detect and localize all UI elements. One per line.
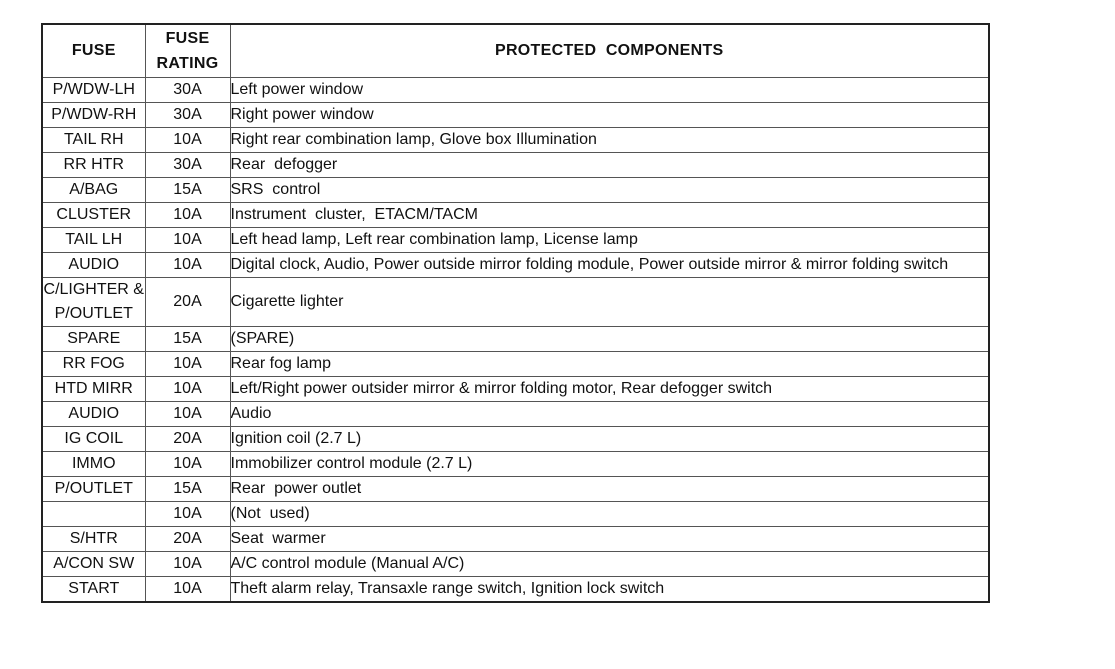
components-cell: Theft alarm relay, Transaxle range switch, Ignition lock switch bbox=[230, 577, 989, 603]
components-cell: Left power window bbox=[230, 78, 989, 103]
table-row bbox=[42, 203, 989, 228]
table-row bbox=[42, 477, 989, 502]
components-cell: Rear defogger bbox=[230, 153, 989, 178]
rating-cell: 10A bbox=[145, 577, 230, 603]
components-cell: Rear fog lamp bbox=[230, 352, 989, 377]
table-header bbox=[42, 24, 989, 78]
components-cell: (Not used) bbox=[230, 502, 989, 527]
components-cell: Right rear combination lamp, Glove box Illumination bbox=[230, 128, 989, 153]
fuse-cell: RR HTR bbox=[42, 153, 145, 178]
rating-cell: 10A bbox=[145, 128, 230, 153]
rating-cell: 10A bbox=[145, 502, 230, 527]
rating-cell: 30A bbox=[145, 78, 230, 103]
rating-cell: 10A bbox=[145, 203, 230, 228]
rating-cell: 10A bbox=[145, 228, 230, 253]
table-row bbox=[42, 452, 989, 477]
components-cell: Left head lamp, Left rear combination lamp, License lamp bbox=[230, 228, 989, 253]
table-row bbox=[42, 128, 989, 153]
table-row bbox=[42, 103, 989, 128]
fuse-cell bbox=[42, 502, 145, 527]
components-cell: Cigarette lighter bbox=[230, 278, 989, 327]
table-body bbox=[42, 78, 989, 603]
fuse-cell: CLUSTER bbox=[42, 203, 145, 228]
components-cell: (SPARE) bbox=[230, 327, 989, 352]
rating-cell: 15A bbox=[145, 178, 230, 203]
header-row bbox=[42, 24, 989, 78]
fuse-cell: START bbox=[42, 577, 145, 603]
components-cell: Rear power outlet bbox=[230, 477, 989, 502]
rating-cell: 20A bbox=[145, 527, 230, 552]
components-cell: Ignition coil (2.7 L) bbox=[230, 427, 989, 452]
fuse-cell: P/WDW-LH bbox=[42, 78, 145, 103]
fuse-cell: IG COIL bbox=[42, 427, 145, 452]
components-cell: A/C control module (Manual A/C) bbox=[230, 552, 989, 577]
rating-cell: 10A bbox=[145, 377, 230, 402]
fuse-cell: S/HTR bbox=[42, 527, 145, 552]
header-rating-line2: RATING bbox=[156, 55, 219, 72]
fuse-table bbox=[41, 23, 990, 603]
fuse-cell: A/BAG bbox=[42, 178, 145, 203]
header-fuse-rating bbox=[145, 24, 230, 78]
fuse-cell: AUDIO bbox=[42, 402, 145, 427]
rating-cell: 10A bbox=[145, 253, 230, 278]
table-row bbox=[42, 577, 989, 603]
table-row bbox=[42, 352, 989, 377]
fuse-cell: IMMO bbox=[42, 452, 145, 477]
fuse-cell: P/WDW-RH bbox=[42, 103, 145, 128]
rating-cell: 10A bbox=[145, 352, 230, 377]
table-row bbox=[42, 153, 989, 178]
table-row bbox=[42, 228, 989, 253]
rating-cell: 20A bbox=[145, 427, 230, 452]
components-cell: Left/Right power outsider mirror & mirror folding motor, Rear defogger switch bbox=[230, 377, 989, 402]
components-cell: Right power window bbox=[230, 103, 989, 128]
fuse-cell: RR FOG bbox=[42, 352, 145, 377]
rating-cell: 15A bbox=[145, 327, 230, 352]
components-cell: Immobilizer control module (2.7 L) bbox=[230, 452, 989, 477]
components-cell: Instrument cluster, ETACM/TACM bbox=[230, 203, 989, 228]
table-row bbox=[42, 527, 989, 552]
table-row bbox=[42, 327, 989, 352]
table-row bbox=[42, 427, 989, 452]
table-row bbox=[42, 253, 989, 278]
fuse-cell: AUDIO bbox=[42, 253, 145, 278]
components-cell: Audio bbox=[230, 402, 989, 427]
fuse-cell: TAIL LH bbox=[42, 228, 145, 253]
table-row bbox=[42, 78, 989, 103]
table-row bbox=[42, 178, 989, 203]
rating-cell: 10A bbox=[145, 452, 230, 477]
rating-cell: 30A bbox=[145, 103, 230, 128]
rating-cell: 10A bbox=[145, 552, 230, 577]
rating-cell: 30A bbox=[145, 153, 230, 178]
table-row bbox=[42, 377, 989, 402]
header-rating-line1: FUSE bbox=[165, 30, 210, 47]
fuse-cell: A/CON SW bbox=[42, 552, 145, 577]
rating-cell: 20A bbox=[145, 278, 230, 327]
fuse-cell: P/OUTLET bbox=[42, 477, 145, 502]
table-row bbox=[42, 278, 989, 327]
components-cell: SRS control bbox=[230, 178, 989, 203]
rating-cell: 10A bbox=[145, 402, 230, 427]
fuse-cell: TAIL RH bbox=[42, 128, 145, 153]
fuse-cell: C/LIGHTER & P/OUTLET bbox=[42, 278, 145, 327]
rating-cell: 15A bbox=[145, 477, 230, 502]
table-row bbox=[42, 402, 989, 427]
header-fuse: FUSE bbox=[42, 24, 145, 78]
header-protected-components: PROTECTED COMPONENTS bbox=[230, 24, 989, 78]
table-row bbox=[42, 552, 989, 577]
components-cell: Digital clock, Audio, Power outside mirror folding module, Power outside mirror & mirror folding switch bbox=[230, 253, 989, 278]
table-row bbox=[42, 502, 989, 527]
fuse-cell: SPARE bbox=[42, 327, 145, 352]
components-cell: Seat warmer bbox=[230, 527, 989, 552]
fuse-cell: HTD MIRR bbox=[42, 377, 145, 402]
